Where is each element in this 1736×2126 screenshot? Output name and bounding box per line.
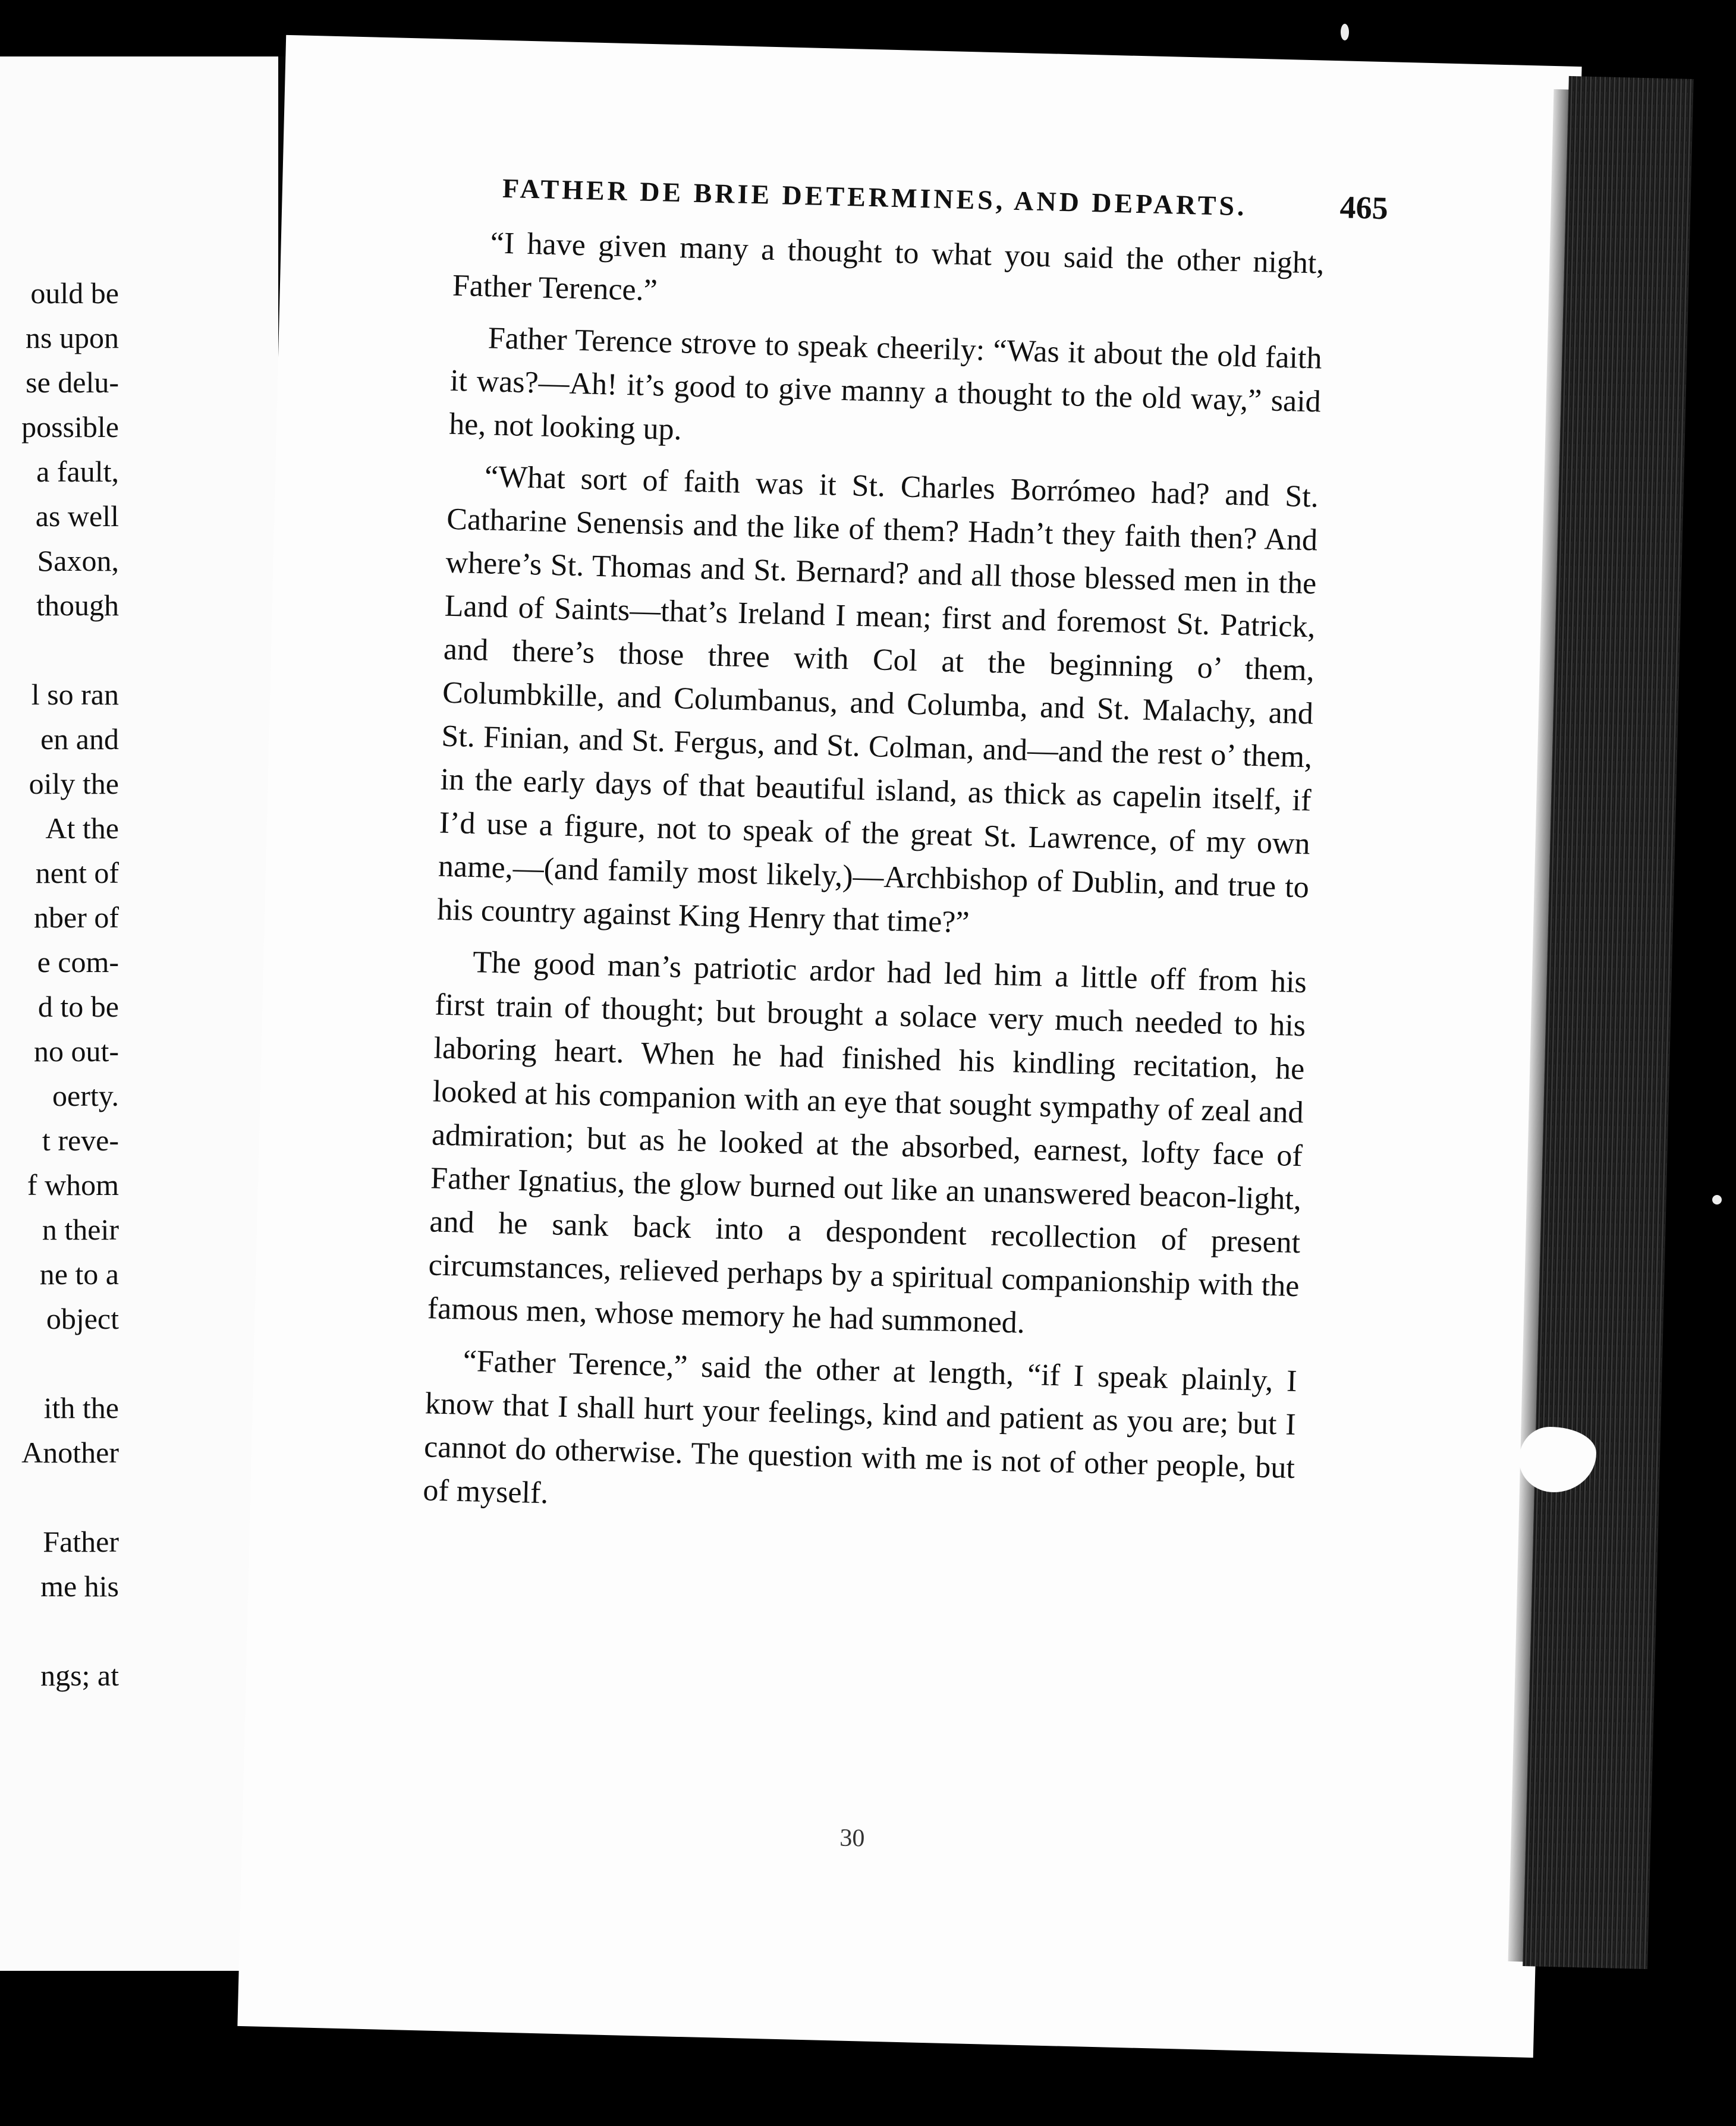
left-page-line: n their (42, 1213, 119, 1246)
left-page-line: nber of (34, 901, 119, 934)
body-text (422, 221, 1325, 1542)
running-title: FATHER DE BRIE DETERMINES, AND DEPARTS. (502, 172, 1248, 222)
left-page-line: oerty. (52, 1079, 119, 1112)
left-page-line: a fault, (36, 455, 119, 488)
paragraph: “Father Terence,” said the other at length, “if I speak plainly, I know that I shall hurt your feelings, kind and patient as you are; but I cannot do otherwise. The question with me is not of other people, but of myself. (422, 1344, 1298, 1511)
scan-speck (1341, 24, 1349, 40)
scan-speck (1712, 1195, 1722, 1204)
left-page-line: object (46, 1302, 119, 1335)
left-page-line: as well (35, 499, 119, 533)
left-page-line: ne to a (39, 1257, 119, 1291)
paragraph: Father Terence strove to speak cheerily: “Was it about the old faith it was?—Ah! it’s good to give manny a thought to the old way,” said he, not looking up. (448, 321, 1323, 447)
left-page-line: f whom (27, 1168, 119, 1202)
left-page-line: ould be (30, 276, 119, 310)
left-page-line: d to be (37, 990, 119, 1023)
left-page-line: e com- (37, 945, 119, 979)
left-page-line: possible (21, 410, 119, 444)
left-page-line: t reve- (42, 1124, 119, 1157)
left-page-line: oily the (29, 767, 119, 800)
left-page-line: Saxon, (37, 544, 119, 577)
page-number: 465 (1339, 189, 1389, 227)
left-page-line: ns upon (26, 321, 119, 354)
left-page-line: l so ran (31, 678, 119, 711)
left-page-line: en and (40, 722, 119, 756)
paragraph: “What sort of faith was it St. Charles Borrómeo had? and St. Catharine Senensis and the like of them? Hadn’t they faith then? And where’s St. Thomas and St. Bernard? and all those blessed men in the Land of Saints—that’s Ireland I mean; first and foremost St. Patrick, and there’s those three with Col at the beginning o’ them, Columbkille, and Columbanus, and Columba, and St. Malachy, and St. Finian, and St. Fergus, and St. Colman, and—and the rest o’ them, in the early days of that beautiful island, as thick as capelin itself, if I’d use a figure, not to speak of the great St. Lawrence, of my own name,—(and family most likely,)—Archbishop of Dublin, and true to his country against King Henry that time?” (436, 460, 1319, 940)
left-page-line: Another (21, 1436, 119, 1469)
left-page-line: me his (40, 1570, 119, 1603)
paragraph: The good man’s patriotic ardor had led him a little off from his first train of thought; but brought a solace very much needed to his laboring heart. When he had finished his kindling recitation, he looked at his companion with an eye that sought sympathy of zeal and admiration; but as he looked at the absorbed, earnest, lofty face of Father Ignatius, the glow burned out like an unanswered beacon-light, and he sank back into a despondent recollection of present circumstances, relieved perhaps by a spiritual companionship with the famous men, whose memory he had summoned. (427, 945, 1307, 1340)
left-page-line: Father (43, 1525, 119, 1558)
left-page (0, 56, 278, 1971)
paragraph: “I have given many a thought to what you said the other night, Father Terence.” (452, 226, 1325, 308)
right-page (237, 35, 1581, 2058)
signature-mark: 30 (839, 1824, 865, 1853)
left-page-line: no out- (33, 1034, 119, 1068)
left-page-line: se delu- (26, 366, 119, 399)
left-page-line: ngs; at (40, 1659, 119, 1692)
left-page-line: nent of (35, 856, 119, 889)
left-page-line: At the (45, 812, 119, 845)
left-page-line: though (36, 589, 119, 622)
left-page-line: ith the (43, 1391, 119, 1424)
